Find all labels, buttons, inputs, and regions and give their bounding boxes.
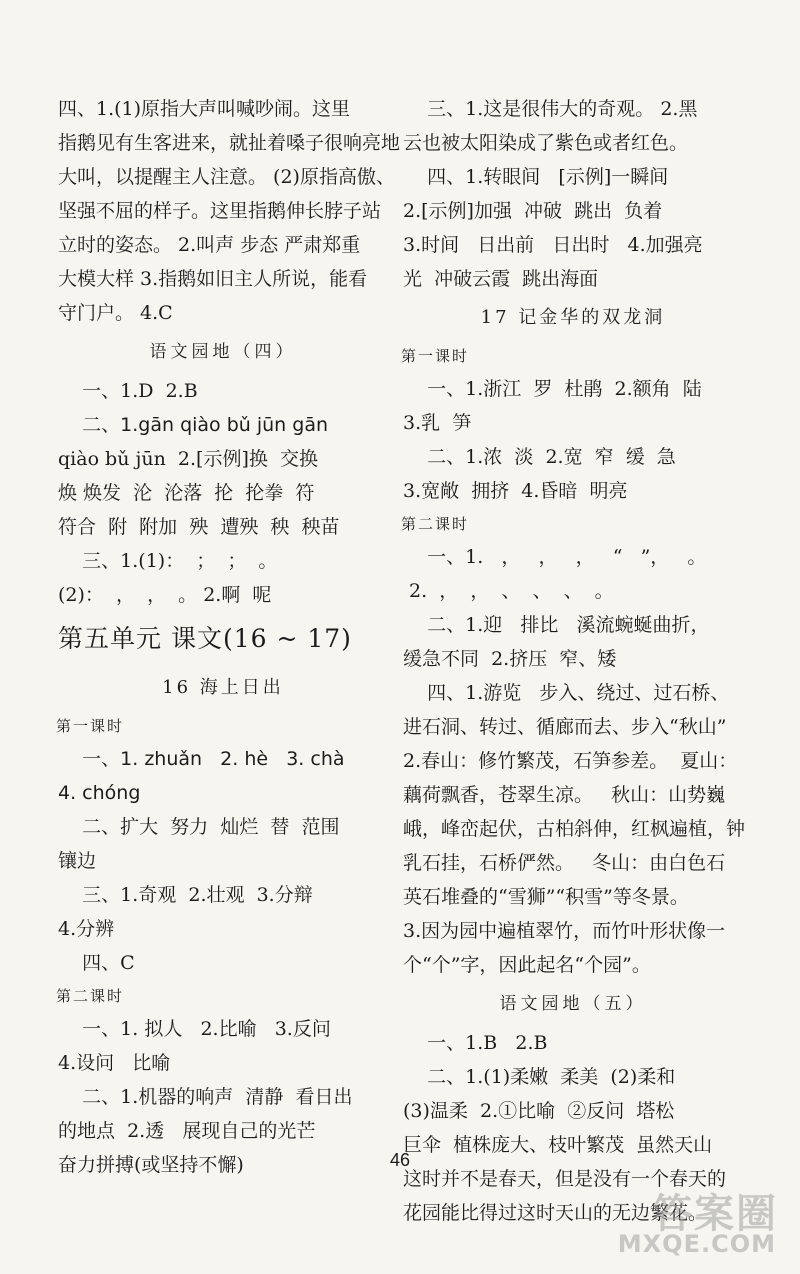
- right-column-line: 这时并不是春天，但是没有一个春天的: [403, 1168, 727, 1190]
- right-column-line: 个“个”字，因此起名“个园”。: [403, 954, 651, 976]
- left-column-line: 4.分辨: [58, 918, 115, 940]
- left-column-line: 第一课时: [56, 717, 125, 735]
- right-column-line: 乳石挂，石桥俨然。 冬山：由白色石: [403, 852, 726, 874]
- right-column-line: 二、1.浓 淡 2.宽 窄 缓 急: [403, 446, 676, 468]
- right-column-line: 英石堆叠的“雪狮”“积雪”等冬景。: [403, 886, 689, 908]
- watermark-text-cn: 答案圈: [652, 1191, 778, 1237]
- left-column-line: 大模大样 3.指鹅如旧主人所说，能看: [58, 268, 368, 290]
- left-column-line: 符合 附 附加 殃 遭殃 秧 秧苗: [58, 516, 340, 538]
- right-column-line: 2. ， ， 、 、 、 。: [403, 580, 614, 602]
- left-column-line: 奋力拼搏(或坚持不懈): [58, 1154, 244, 1176]
- right-column-line: 进石洞、转过、循廊而去、步入“秋山”: [403, 716, 727, 738]
- left-column-line: 二、扩大 努力 灿烂 替 范围: [58, 816, 340, 838]
- page-number: 46: [389, 1150, 411, 1170]
- left-column-line: 二、1.gān qiào bǔ jūn gān: [58, 414, 329, 436]
- right-column-line: 3.时间 日出前 日出时 4.加强亮: [403, 234, 703, 256]
- right-column-line: 云也被太阳染成了紫色或者红色。: [403, 132, 689, 154]
- watermark-text-en: MXQE.COM: [617, 1230, 776, 1258]
- right-column-line: 藕荷飘香，苍翠生凉。 秋山：山势巍: [403, 784, 726, 806]
- right-column-line: 光 冲破云霞 跳出海面: [403, 268, 599, 290]
- right-column-line: 二、1.迎 排比 溪流蜿蜒曲折，: [403, 614, 710, 636]
- left-column-line: 第五单元 课文(16 ~ 17): [58, 624, 352, 653]
- left-column-line: 四、C: [58, 952, 135, 974]
- right-column-line: 一、1.浙江 罗 杜鹃 2.额角 陆: [403, 378, 702, 400]
- left-column-line: 语文园地（四）: [149, 342, 297, 362]
- left-column-line: 16 海上日出: [162, 677, 284, 698]
- left-column-line: 焕 焕发 沦 沦落 抡 抡拳 符: [58, 482, 315, 504]
- right-column-line: 2.[示例]加强 冲破 跳出 负着: [403, 200, 663, 222]
- left-column-line: 的地点 2.透 展现自己的光芒: [58, 1120, 316, 1142]
- right-column-line: 第一课时: [401, 347, 470, 365]
- left-column-line: 指鹅见有生客进来，就扯着嗓子很响亮地: [58, 132, 401, 154]
- left-column-line: 守门户。 4.C: [58, 302, 173, 324]
- left-column-line: 二、1.机器的响声 清静 看日出: [58, 1086, 353, 1108]
- left-column-line: 第二课时: [56, 987, 125, 1005]
- right-column-line: 2.春山：修竹繁茂，石笋参差。 夏山：: [403, 750, 738, 772]
- right-column-line: 三、1.这是很伟大的奇观。 2.黑: [403, 98, 698, 120]
- left-column-line: 三、1.(1)： ； ； 。: [58, 550, 278, 572]
- right-column-line: 第二课时: [401, 515, 470, 533]
- right-column-line: 四、1.游览 步入、绕过、过石桥、: [403, 682, 730, 704]
- right-column-line: 花园能比得过这时天山的无边繁花。: [403, 1202, 708, 1224]
- left-column-line: 一、1. zhuǎn 2. hè 3. chà: [58, 748, 345, 770]
- left-column-line: 4.设问 比喻: [58, 1052, 171, 1074]
- left-column-line: 四、1.(1)原指大声叫喊吵闹。这里: [58, 98, 351, 120]
- right-column: [401, 92, 746, 1230]
- right-column-line: 一、1. ， ， ， “ ”， 。: [403, 546, 707, 568]
- left-column-line: 立时的姿态。 2.叫声 步态 严肃郑重: [58, 234, 361, 256]
- left-column-line: 镶边: [58, 850, 97, 872]
- watermark-logo: [568, 1182, 778, 1266]
- right-column-line: 3.宽敞 拥挤 4.昏暗 明亮: [403, 480, 628, 502]
- right-column-line: 17 记金华的双龙洞: [480, 307, 666, 328]
- right-column-line: 巨伞 植株庞大、枝叶繁茂 虽然天山: [403, 1134, 713, 1156]
- left-column-line: (2)： ， ， 。 2.啊 呢: [58, 584, 272, 606]
- right-column-line: 二、1.(1)柔嫩 柔美 (2)柔和: [403, 1066, 676, 1088]
- left-column-line: 大叫，以提醒主人注意。 (2)原指高傲、: [58, 166, 395, 188]
- left-column-line: 三、1.奇观 2.壮观 3.分辩: [58, 884, 313, 906]
- right-column-line: 3.因为园中遍植翠竹，而竹叶形状像一: [403, 920, 726, 942]
- right-column-line: 语文园地（五）: [499, 994, 647, 1014]
- left-column-line: 4. chóng: [58, 782, 141, 804]
- left-column-line: 一、1. 拟人 2.比喻 3.反问: [58, 1018, 331, 1040]
- left-column-line: 一、1.D 2.B: [58, 380, 198, 402]
- right-column-line: (3)温柔 2.①比喻 ②反问 塔松: [403, 1100, 675, 1122]
- left-column-line: qiào bǔ jūn 2.[示例]换 交换: [58, 448, 318, 470]
- right-column-line: 四、1.转眼间 [示例]一瞬间: [403, 166, 669, 188]
- right-column-line: 缓急不同 2.挤压 窄、矮: [403, 648, 617, 670]
- right-column-line: 3.乳 笋: [403, 412, 472, 434]
- left-column-line: 坚强不屈的样子。这里指鹅伸长脖子站: [58, 200, 382, 222]
- right-column-line: 峨，峰峦起伏，古柏斜伸，红枫遍植，钟: [403, 818, 746, 840]
- right-column-line: 一、1.B 2.B: [403, 1032, 548, 1054]
